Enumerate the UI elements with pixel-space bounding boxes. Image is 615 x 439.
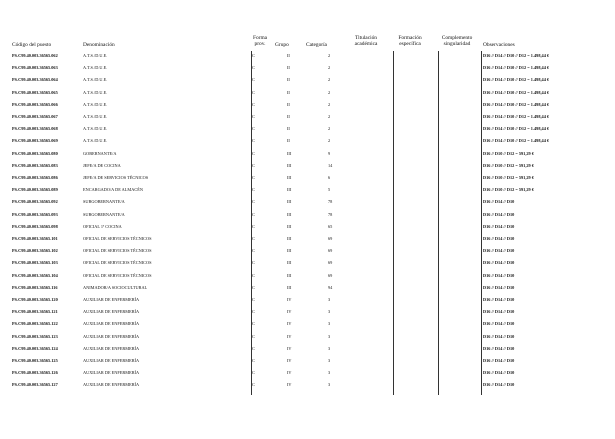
cell-denominacion: ENCARGADO/A DE ALMACÉN [83,187,143,193]
cell-codigo: PS.C99.40.003.36565.101 [12,236,58,241]
cell-forma: C [252,126,255,132]
table-row [0,125,615,135]
cell-denominacion: AUXILIAR DE ENFERMERÍA [83,333,140,339]
header-complemento: Complemento singularidad [441,35,473,47]
cell-forma: C [252,223,255,229]
cell-denominacion: AUXILIAR DE ENFERMERÍA [83,358,140,363]
cell-grupo: III [287,284,292,290]
cell-denominacion: OFICIAL DE SERVICIOS TÉCNICOS [83,272,152,278]
cell-categoria: 2 [328,65,331,71]
cell-grupo: III [287,272,292,278]
cell-categoria: 3 [328,370,331,376]
cell-categoria: 2 [328,89,331,95]
cell-observaciones: D16 // D14 // D10 [483,211,515,217]
cell-grupo: III [287,260,292,266]
cell-categoria: 3 [328,345,331,351]
cell-categoria: 3 [328,297,331,302]
cell-denominacion: JEFE/A DE SERVICIOS TÉCNICOS [83,175,149,180]
cell-forma: C [252,53,255,58]
cell-grupo: IV [287,370,292,376]
cell-denominacion: AUXILIAR DE ENFERMERÍA [83,382,140,388]
cell-forma: C [252,162,255,168]
cell-codigo: PS.C99.40.003.36565.102 [12,248,58,254]
table-row [0,150,615,160]
cell-denominacion: A.T.S./D.U.E. [83,138,108,144]
cell-grupo: III [287,187,292,193]
cell-observaciones: D16 // D14 // D10 // D12 = 1.498,44 € [483,53,550,58]
cell-forma: C [252,236,255,241]
table-row [0,259,615,269]
cell-denominacion: A.T.S./D.U.E. [83,65,108,71]
cell-grupo: III [287,162,292,168]
cell-codigo: PS.C99.40.003.36565.069 [12,138,58,144]
table-row [0,186,615,196]
table-row [0,162,615,172]
cell-forma: C [252,199,255,205]
cell-forma: C [252,382,255,388]
cell-denominacion: A.T.S./D.U.E. [83,53,108,58]
cell-codigo: PS.C99.40.003.36565.062 [12,53,58,58]
cell-forma: C [252,150,255,156]
cell-categoria: 69 [328,272,333,278]
table-row [0,137,615,147]
cell-categoria: 5 [328,187,331,193]
cell-observaciones: D16 // D10 // D12 = 591,29 € [483,175,534,180]
table-row [0,211,615,221]
cell-categoria: 2 [328,138,331,144]
table-row [0,357,615,367]
cell-denominacion: A.T.S./D.U.E. [83,114,108,119]
cell-denominacion: OFICIAL DE SERVICIOS TÉCNICOS [83,260,152,266]
cell-codigo: PS.C99.40.003.36565.127 [12,382,58,388]
table-row [0,369,615,379]
cell-forma: C [252,333,255,339]
cell-forma: C [252,284,255,290]
cell-observaciones: D16 // D14 // D10 [483,370,515,376]
cell-categoria: 65 [328,223,333,229]
cell-grupo: II [287,77,290,83]
cell-codigo: PS.C99.40.003.36565.120 [12,297,58,302]
cell-forma: C [252,272,255,278]
cell-codigo: PS.C99.40.003.36565.066 [12,101,58,107]
cell-observaciones: D16 // D14 // D10 [483,284,515,290]
cell-observaciones: D16 // D14 // D10 // D12 = 1.498,44 € [483,89,550,95]
header-denominacion: Denominación [83,42,115,48]
cell-observaciones: D16 // D14 // D10 // D12 = 1.498,44 € [483,101,550,107]
cell-forma: C [252,260,255,266]
cell-grupo: III [287,236,292,241]
table-row [0,64,615,74]
cell-observaciones: D16 // D10 // D12 = 591,29 € [483,150,534,156]
cell-denominacion: A.T.S./D.U.E. [83,89,108,95]
cell-forma: C [252,345,255,351]
cell-grupo: II [287,114,290,119]
cell-categoria: 69 [328,260,333,266]
cell-codigo: PS.C99.40.003.36565.089 [12,187,58,193]
cell-codigo: PS.C99.40.003.36565.083 [12,162,58,168]
table-row [0,333,615,343]
cell-codigo: PS.C99.40.003.36565.086 [12,175,58,180]
header-codigo: Código del puesto [12,42,52,48]
cell-denominacion: AUXILIAR DE ENFERMERÍA [83,321,140,327]
cell-observaciones: D16 // D14 // D10 [483,236,515,241]
cell-denominacion: ANIMADOR/A SOCIOCULTURAL [83,284,148,290]
cell-observaciones: D16 // D14 // D10 [483,297,515,302]
cell-observaciones: D16 // D14 // D10 [483,333,515,339]
cell-grupo: IV [287,382,292,388]
cell-codigo: PS.C99.40.003.36565.063 [12,65,58,71]
cell-codigo: PS.C99.40.003.36565.104 [12,272,58,278]
cell-codigo: PS.C99.40.003.36565.124 [12,345,58,351]
cell-categoria: 14 [328,162,333,168]
cell-categoria: 69 [328,236,333,241]
cell-forma: C [252,309,255,315]
cell-observaciones: D16 // D14 // D10 [483,248,515,254]
cell-grupo: II [287,53,290,58]
header-titulacion: Titulación académica [354,35,378,47]
table-row [0,113,615,123]
cell-observaciones: D16 // D10 // D12 = 591,29 € [483,187,534,193]
cell-forma: C [252,65,255,71]
table-row [0,284,615,294]
cell-observaciones: D16 // D14 // D10 [483,321,515,327]
cell-grupo: IV [287,297,292,302]
cell-denominacion: A.T.S./D.U.E. [83,101,108,107]
cell-grupo: II [287,101,290,107]
cell-categoria: 2 [328,126,331,132]
cell-denominacion: A.T.S./D.U.E. [83,77,108,83]
cell-categoria: 3 [328,333,331,339]
cell-denominacion: OFICIAL DE SERVICIOS TÉCNICOS [83,236,152,241]
table-row [0,198,615,208]
cell-grupo: III [287,150,292,156]
cell-grupo: IV [287,333,292,339]
table-row [0,308,615,318]
cell-forma: C [252,89,255,95]
cell-grupo: III [287,248,292,254]
cell-denominacion: SUBGOBERNANTE/A [83,199,125,205]
cell-denominacion: SUBGOBERNANTE/A [83,211,125,217]
cell-grupo: II [287,126,290,132]
cell-denominacion: A.T.S./D.U.E. [83,126,108,132]
cell-denominacion: AUXILIAR DE ENFERMERÍA [83,370,140,376]
cell-forma: C [252,370,255,376]
cell-codigo: PS.C99.40.003.36565.064 [12,77,58,83]
cell-categoria: 3 [328,309,331,315]
header-formacion: Formación específica [398,35,422,47]
cell-categoria: 2 [328,101,331,107]
cell-categoria: 3 [328,358,331,363]
cell-denominacion: GOBERNANTE/A [83,150,117,156]
cell-categoria: 2 [328,114,331,119]
cell-codigo: PS.C99.40.003.36565.126 [12,370,58,376]
cell-grupo: II [287,65,290,71]
cell-observaciones: D16 // D14 // D10 [483,260,515,266]
cell-codigo: PS.C99.40.003.36565.121 [12,309,58,315]
cell-grupo: III [287,223,292,229]
cell-codigo: PS.C99.40.003.36565.098 [12,223,58,229]
cell-categoria: 3 [328,382,331,388]
cell-forma: C [252,101,255,107]
cell-grupo: III [287,199,292,205]
header-grupo: Grupo [275,42,289,48]
cell-observaciones: D16 // D14 // D10 // D12 = 1.498,44 € [483,65,550,71]
cell-forma: C [252,321,255,327]
cell-grupo: IV [287,345,292,351]
table-row [0,101,615,111]
table-row [0,272,615,282]
cell-categoria: 2 [328,53,331,58]
cell-categoria: 78 [328,199,333,205]
cell-observaciones: D16 // D14 // D10 // D12 = 1.498,44 € [483,114,550,119]
cell-codigo: PS.C99.40.003.36565.103 [12,260,58,266]
cell-forma: C [252,211,255,217]
cell-codigo: PS.C99.40.003.36565.065 [12,89,58,95]
table-row [0,52,615,62]
cell-grupo: III [287,175,292,180]
cell-categoria: 9 [328,150,331,156]
cell-forma: C [252,248,255,254]
cell-grupo: II [287,89,290,95]
cell-grupo: IV [287,358,292,363]
header-observaciones: Observaciones [483,42,515,48]
cell-grupo: IV [287,321,292,327]
table-row [0,174,615,184]
cell-observaciones: D16 // D14 // D10 [483,223,515,229]
table-row [0,296,615,306]
table-row [0,345,615,355]
cell-forma: C [252,138,255,144]
cell-observaciones: D16 // D14 // D10 [483,272,515,278]
table-row [0,89,615,99]
cell-observaciones: D16 // D14 // D10 [483,199,515,205]
cell-codigo: PS.C99.40.003.36565.093 [12,211,58,217]
cell-codigo: PS.C99.40.003.36565.125 [12,358,58,363]
cell-grupo: II [287,138,290,144]
cell-observaciones: D16 // D14 // D10 [483,309,515,315]
cell-codigo: PS.C99.40.003.36565.092 [12,199,58,205]
cell-forma: C [252,297,255,302]
cell-grupo: III [287,211,292,217]
cell-observaciones: D16 // D14 // D10 // D12 = 1.498,44 € [483,138,550,144]
cell-grupo: IV [287,309,292,315]
cell-forma: C [252,77,255,83]
cell-codigo: PS.C99.40.003.36565.080 [12,150,58,156]
cell-codigo: PS.C99.40.003.36565.122 [12,321,58,327]
cell-denominacion: OFICIAL DE SERVICIOS TÉCNICOS [83,248,152,254]
table-row [0,381,615,391]
cell-codigo: PS.C99.40.003.36565.068 [12,126,58,132]
cell-observaciones: D16 // D14 // D10 [483,382,515,388]
cell-denominacion: AUXILIAR DE ENFERMERÍA [83,309,140,315]
cell-denominacion: JEFE/A DE COCINA [83,162,121,168]
table-row [0,235,615,245]
cell-codigo: PS.C99.40.003.36565.123 [12,333,58,339]
cell-categoria: 94 [328,284,333,290]
cell-forma: C [252,114,255,119]
cell-denominacion: AUXILIAR DE ENFERMERÍA [83,297,140,302]
cell-observaciones: D16 // D14 // D10 // D12 = 1.498,44 € [483,126,550,132]
header-categoria: Categoría [306,42,327,48]
cell-categoria: 2 [328,77,331,83]
table-row [0,76,615,86]
cell-categoria: 69 [328,248,333,254]
cell-categoria: 3 [328,321,331,327]
header-forma: Forma prov. [252,35,268,47]
table-row [0,247,615,257]
table-row [0,223,615,233]
cell-codigo: PS.C99.40.003.36565.067 [12,114,58,119]
cell-forma: C [252,358,255,363]
cell-observaciones: D16 // D14 // D10 // D12 = 1.498,44 € [483,77,550,83]
cell-forma: C [252,187,255,193]
cell-categoria: 78 [328,211,333,217]
cell-observaciones: D16 // D14 // D10 [483,345,515,351]
cell-forma: C [252,175,255,180]
cell-codigo: PS.C99.40.003.36565.116 [12,284,58,290]
cell-denominacion: AUXILIAR DE ENFERMERÍA [83,345,140,351]
cell-denominacion: OFICIAL 1ª COCINA [83,223,122,229]
cell-observaciones: D16 // D10 // D12 = 591,29 € [483,162,534,168]
cell-observaciones: D16 // D14 // D10 [483,358,515,363]
table-row [0,320,615,330]
cell-categoria: 6 [328,175,331,180]
